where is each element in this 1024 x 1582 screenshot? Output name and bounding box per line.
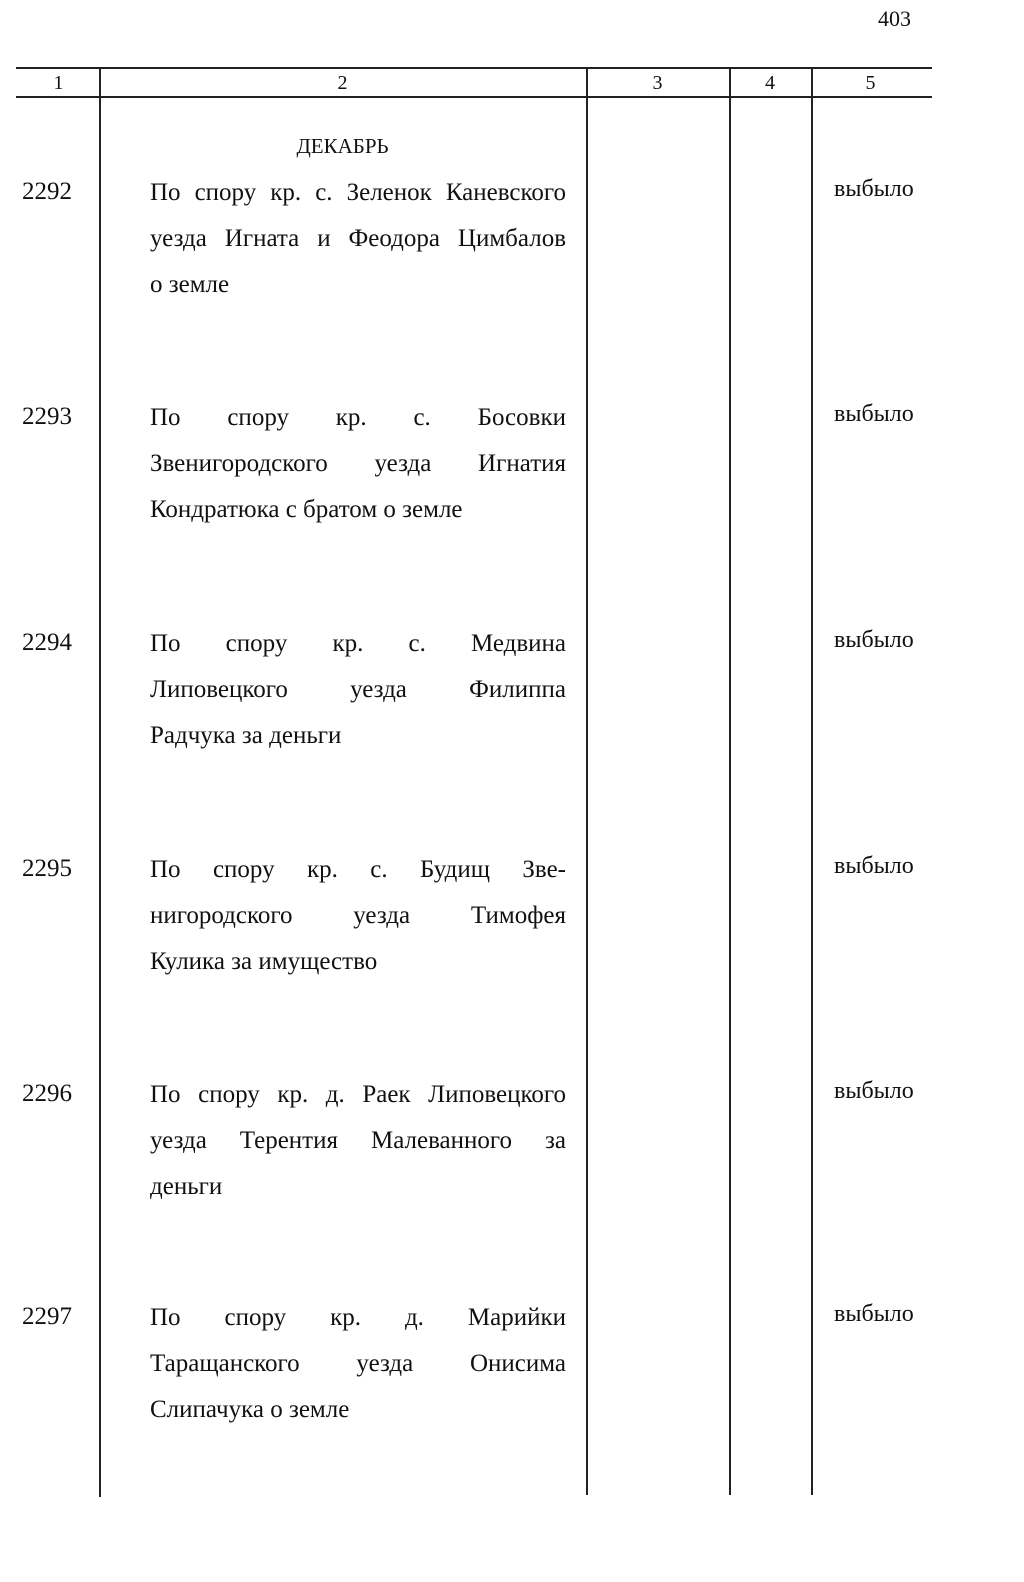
description-line: По спору кр. д. Раек Липовецкого [150,1081,566,1108]
description-line: нигородского уезда Тимофея [150,902,566,929]
description-line: деньги [150,1173,223,1200]
column-header-2: 2 [337,72,348,94]
description-line: По спору кр. с. Зеленок Каневского [150,179,566,206]
column-header-1: 1 [53,72,64,94]
entry-number: 2294 [22,629,72,656]
column-divider [729,67,731,1495]
description-line: Радчука за деньги [150,722,342,749]
entry-description [150,847,566,985]
entry-status: выбыло [834,1301,914,1327]
description-line: уезда Терентия Малеванного за [150,1127,566,1154]
description-line: Кулика за имущество [150,948,378,975]
column-divider [99,67,101,1497]
description-line: По спору кр. с. Босовки [150,404,566,431]
entry-number: 2296 [22,1080,72,1107]
entry-number: 2295 [22,855,72,882]
description-line: По спору кр. д. Марийки [150,1304,566,1331]
entry-description [150,1295,566,1433]
description-line: о земле [150,271,230,298]
entry-description [150,170,566,308]
column-header-4: 4 [765,72,775,94]
entry-status: выбыло [834,176,914,202]
entry-number: 2297 [22,1303,72,1330]
column-header-3: 3 [652,72,663,94]
entry-status: выбыло [834,1078,914,1104]
description-line: уезда Игната и Феодора Цимбалов [150,225,566,252]
description-line: По спору кр. с. Медвина [150,630,566,657]
entry-number: 2292 [22,178,72,205]
page-number: 403 [878,6,911,31]
description-line: Липовецкого уезда Филиппа [150,676,566,703]
entry-description [150,395,566,533]
entry-description [150,621,566,759]
description-line: По спору кр. с. Будищ Зве- [150,856,566,883]
table-header-rule [16,96,932,98]
table-top-rule [16,67,932,69]
description-line: Таращанского уезда Онисима [150,1350,566,1377]
entry-description [150,1072,566,1210]
column-divider [811,67,813,1495]
description-line: Кондратюка с братом о земле [150,496,463,523]
month-heading: ДЕКАБРЬ [296,134,389,158]
entry-status: выбыло [834,401,914,427]
column-header-5: 5 [865,72,876,94]
column-divider [586,67,588,1495]
description-line: Звенигородского уезда Игнатия [150,450,566,477]
entry-number: 2293 [22,403,72,430]
entry-status: выбыло [834,853,914,879]
entry-status: выбыло [834,627,914,653]
description-line: Слипачука о земле [150,1396,350,1423]
